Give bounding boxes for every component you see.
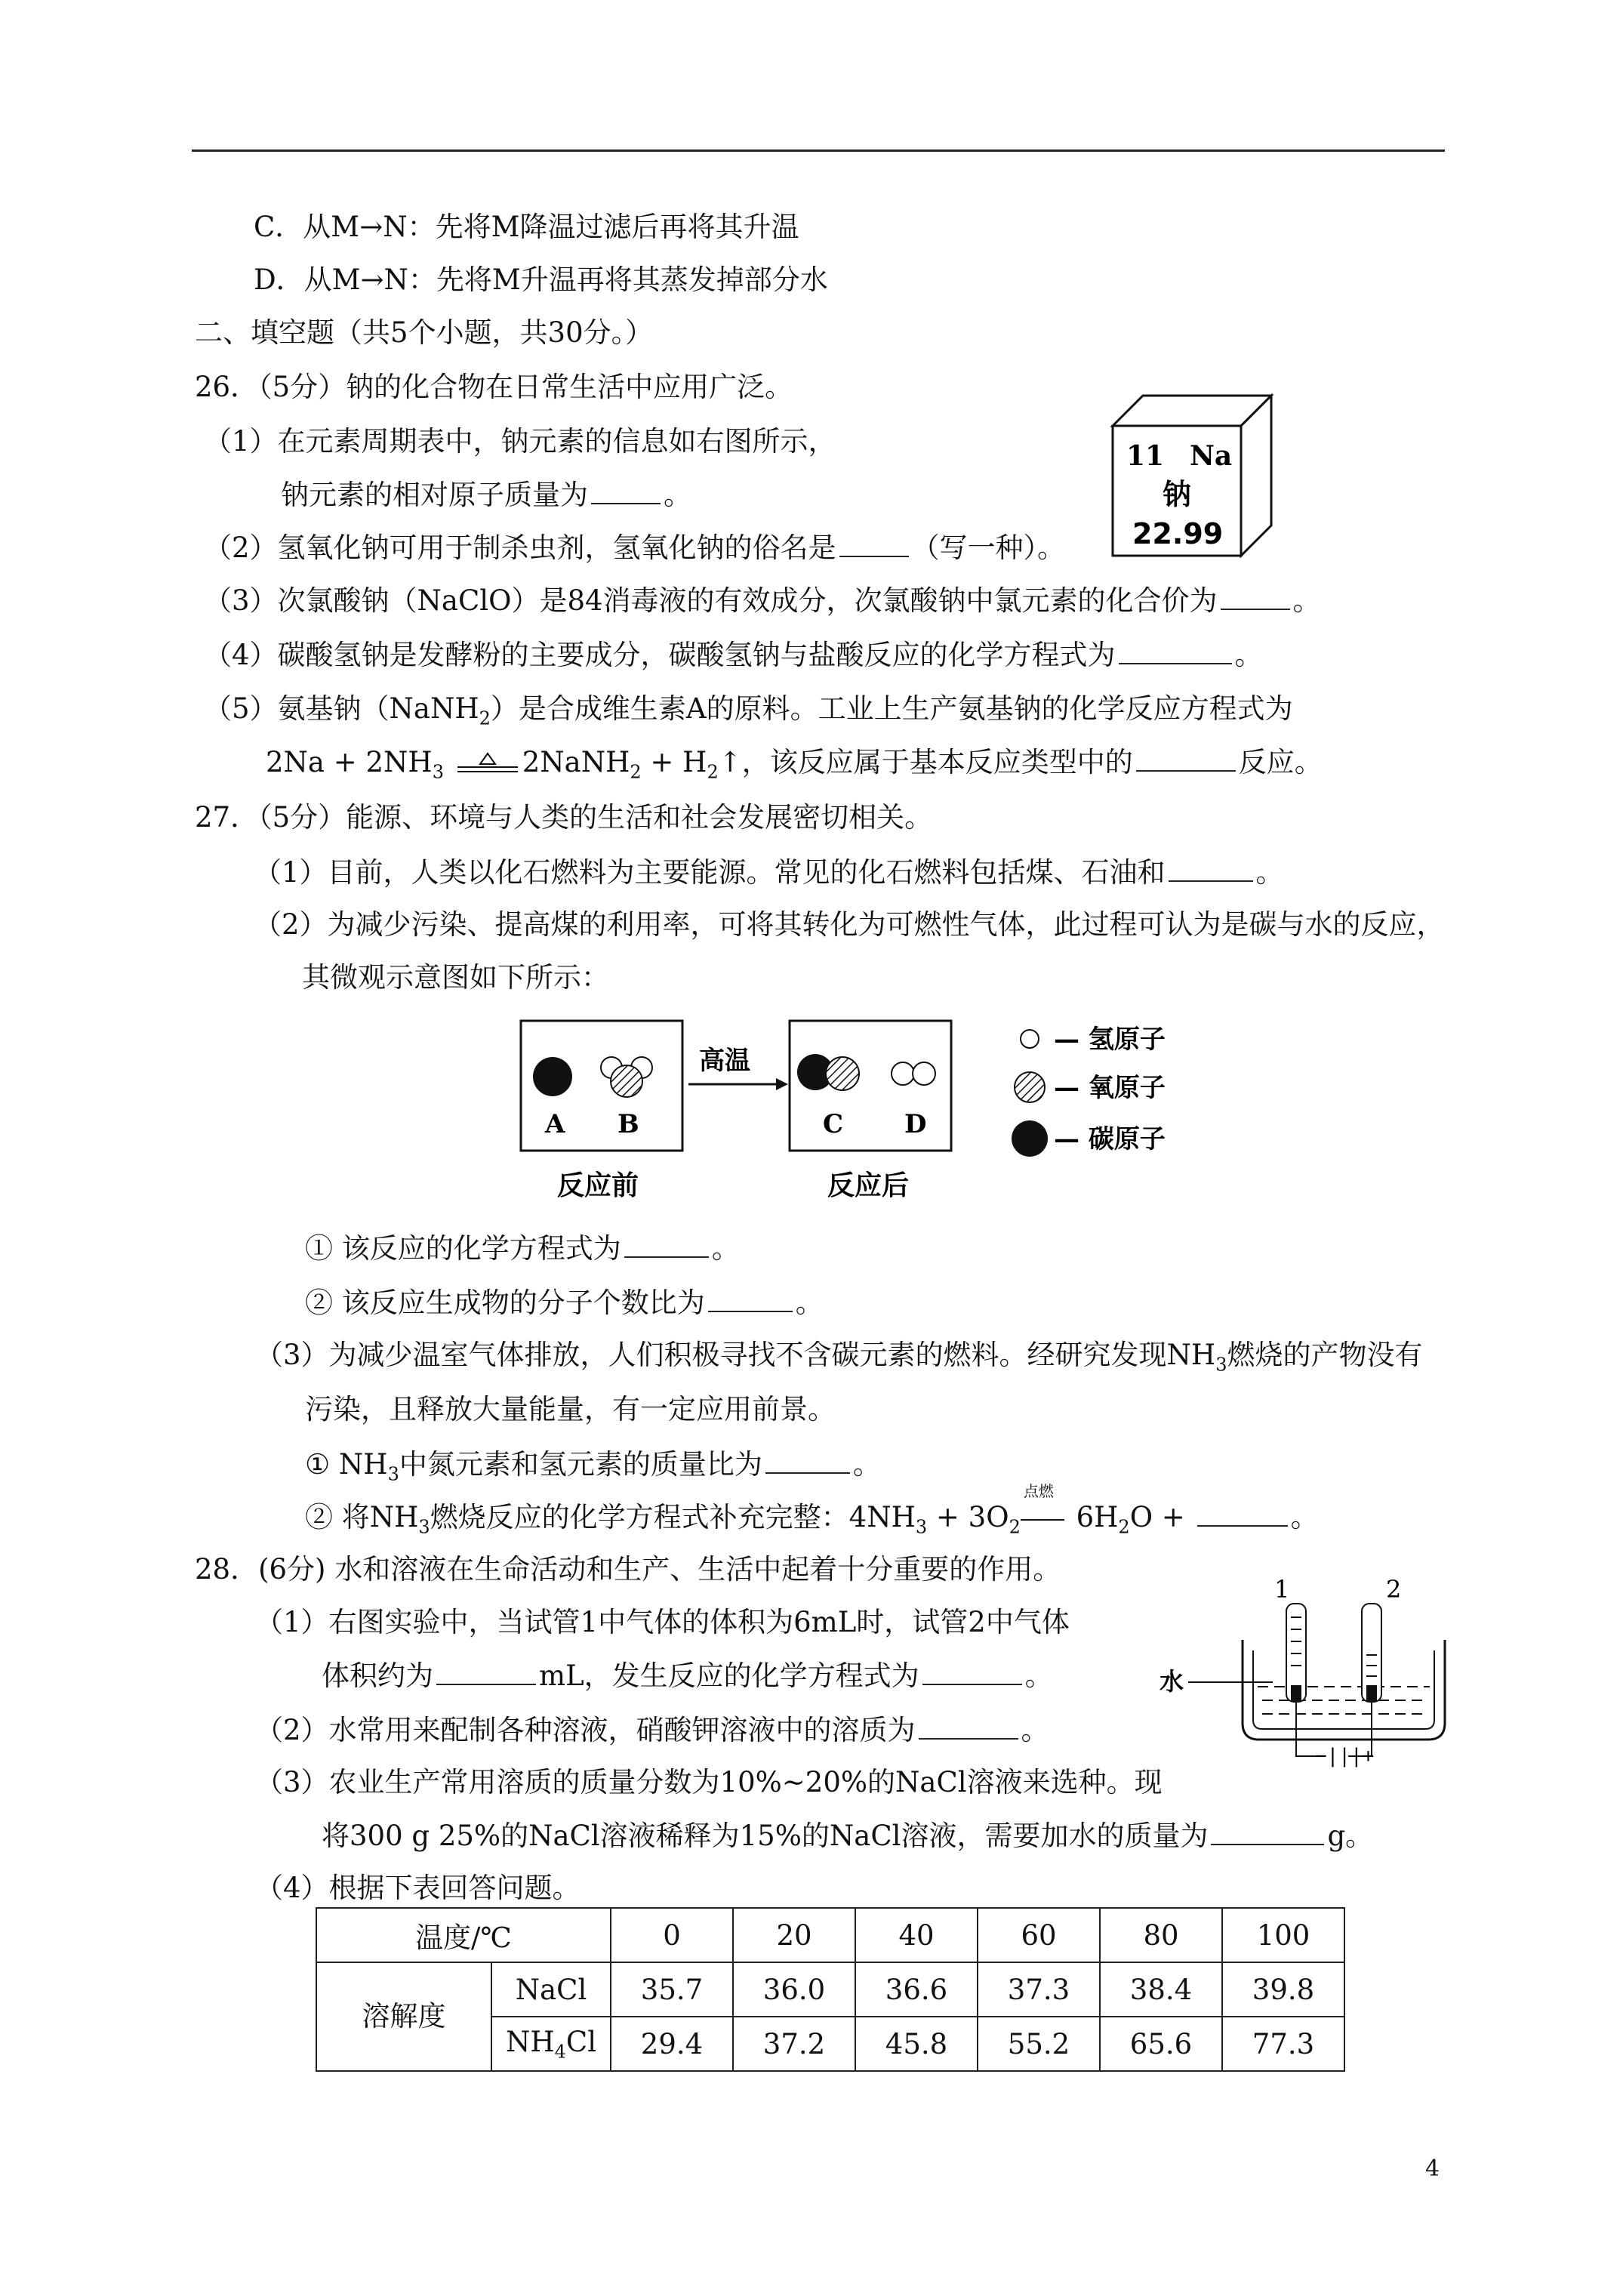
svg-text:1: 1 [1274,1575,1290,1604]
svg-text:— 氧原子: — 氧原子 [1054,1073,1166,1103]
table-cell: $NH_4Cl$ [491,2017,611,2071]
q27-s3: ① $NH_3$中氮元素和氢元素的质量比为 。 [305,1448,881,1485]
q26-p1a: （1）在元素周期表中，钠元素的信息如右图所示， [204,425,836,458]
table-row [316,1962,1344,2017]
q27-p3c: 污染，且释放大量能量，有一定应用前景。 [305,1393,836,1425]
element-symbol: Na [1190,440,1233,472]
table-cell: 77.3 [1222,2017,1344,2071]
svg-text:反应前: 反应前 [557,1170,639,1201]
table-cell: 0 [611,1908,733,1962]
table-cell: 36.0 [733,1962,855,2017]
q26-p1b: 钠元素的相对原子质量为 。 [281,479,691,511]
table-cell: 45.8 [855,2017,978,2071]
q28-title: 28．(6分) 水和溶液在生命活动和生产、生活中起着十分重要的作用。 [195,1553,1061,1586]
q27-s2: ② 该反应生成物的分子个数比为 。 [305,1287,824,1319]
q28-p1b: 体积约为 mL，发生反应的化学方程式为 。 [322,1660,1053,1692]
header-rule [192,149,1445,152]
q27-title: 27．（5分）能源、环境与人类的生活和社会发展密切相关。 [195,801,933,834]
svg-text:−|||+: −|||+ [1315,1745,1375,1767]
option-c: C．从M→N：先将M降温过滤后再将其升温 [254,211,799,243]
svg-text:反应后: 反应后 [827,1170,910,1201]
svg-text:A: A [545,1109,565,1139]
table-cell: 38.4 [1100,1962,1222,2017]
svg-text:高温: 高温 [699,1046,750,1076]
svg-text:D: D [904,1109,927,1139]
q26-p3: （3）次氯酸钠（NaClO）是84消毒液的有效成分，次氯酸钠中氯元素的化合价为 。 [204,584,1321,617]
svg-text:2: 2 [1386,1575,1402,1604]
svg-text:C: C [823,1109,844,1139]
q26-p2: （2）氢氧化钠可用于制杀虫剂，氢氧化钠的俗名是 （写一种）。 [204,532,1066,564]
q27-p1: （1）目前，人类以化石燃料为主要能源。常见的化石燃料包括煤、石油和 。 [254,856,1284,889]
option-d: D．从M→N：先将M升温再将其蒸发掉部分水 [254,264,828,296]
table-cell: 40 [855,1908,978,1962]
table-cell: 60 [978,1908,1100,1962]
q26-p4: （4）碳酸氢钠是发酵粉的主要成分，碳酸氢钠与盐酸反应的化学方程式为 。 [204,639,1263,671]
q28-p3b: 将300 g 25%的NaCl溶液稀释为15%的NaCl溶液，需要加水的质量为 g。 [322,1820,1374,1852]
q27-p2b: 其微观示意图如下所示： [302,961,609,994]
page-number: 4 [1425,2156,1440,2182]
table-cell: 55.2 [978,2017,1100,2071]
q27-p3: （3）为减少温室气体排放，人们积极寻找不含碳元素的燃料。经研究发现$NH_3$燃烧的产物没有 [255,1339,1423,1376]
element-card [1110,393,1280,566]
q27-s4: ② 将$NH_3$燃烧反应的化学方程式补充完整：$4NH_3 + 3O_2$ 点燃 $6H_2O$ + 。 [305,1482,1319,1538]
q28-p2: （2）水常用来配制各种溶液，硝酸钾溶液中的溶质为 。 [255,1714,1049,1746]
table-cell: 100 [1222,1908,1344,1962]
table-row [316,1908,1344,1962]
q26-p5: （5）氨基钠（NaNH$_2$）是合成维生素A的原料。工业上生产氨基钠的化学反应方程式为 [204,692,1293,729]
table-cell: NaCl [491,1962,611,2017]
condition-label: 点燃 [1023,1482,1054,1500]
table-cell: 溶解度 [316,1962,491,2071]
table-cell: 温度/℃ [316,1908,611,1962]
element-name: 钠 [1163,478,1192,511]
element-mass: 22.99 [1132,517,1224,550]
q26-title: 26．（5分）钠的化合物在日常生活中应用广泛。 [195,371,793,403]
table-cell: 65.6 [1100,2017,1222,2071]
svg-text:水: 水 [1160,1667,1184,1696]
heat-equals-icon [453,752,522,778]
section-title: 二、填空题（共5个小题，共30分。） [195,316,654,349]
q26-equation: $2Na + 2NH_3$ 2NaNH$_2$ + $H_2↑$，该反应属于基本反应类型中的 反应。 [266,746,1323,783]
reaction-diagram [519,1019,1274,1211]
svg-text:— 氢原子: — 氢原子 [1054,1025,1166,1055]
carbon-atom-a [533,1057,572,1096]
table-cell: 37.3 [978,1962,1100,2017]
table-cell: 29.4 [611,2017,733,2071]
table-cell: 36.6 [855,1962,978,2017]
q28-p4: （4）根据下表回答问题。 [255,1872,581,1904]
solubility-table [316,1907,1345,2072]
electrolysis-apparatus [1160,1572,1461,1771]
table-cell: 39.8 [1222,1962,1344,2017]
q28-p1a: （1）右图实验中，当试管1中气体的体积为6mL时，试管2中气体 [255,1606,1070,1638]
q27-p2a: （2）为减少污染、提高煤的利用率，可将其转化为可燃性气体，此过程可认为是碳与水的反应， [254,908,1445,941]
element-number: 11 [1126,440,1165,472]
svg-text:B: B [617,1109,639,1139]
table-cell: 35.7 [611,1962,733,2017]
q28-p3a: （3）农业生产常用溶质的质量分数为10%~20%的NaCl溶液来选种。现 [255,1766,1163,1798]
table-cell: 20 [733,1908,855,1962]
q27-s1: ① 该反应的化学方程式为 。 [305,1232,740,1265]
svg-text:— 碳原子: — 碳原子 [1054,1124,1166,1154]
table-cell: 37.2 [733,2017,855,2071]
table-cell: 80 [1100,1908,1222,1962]
